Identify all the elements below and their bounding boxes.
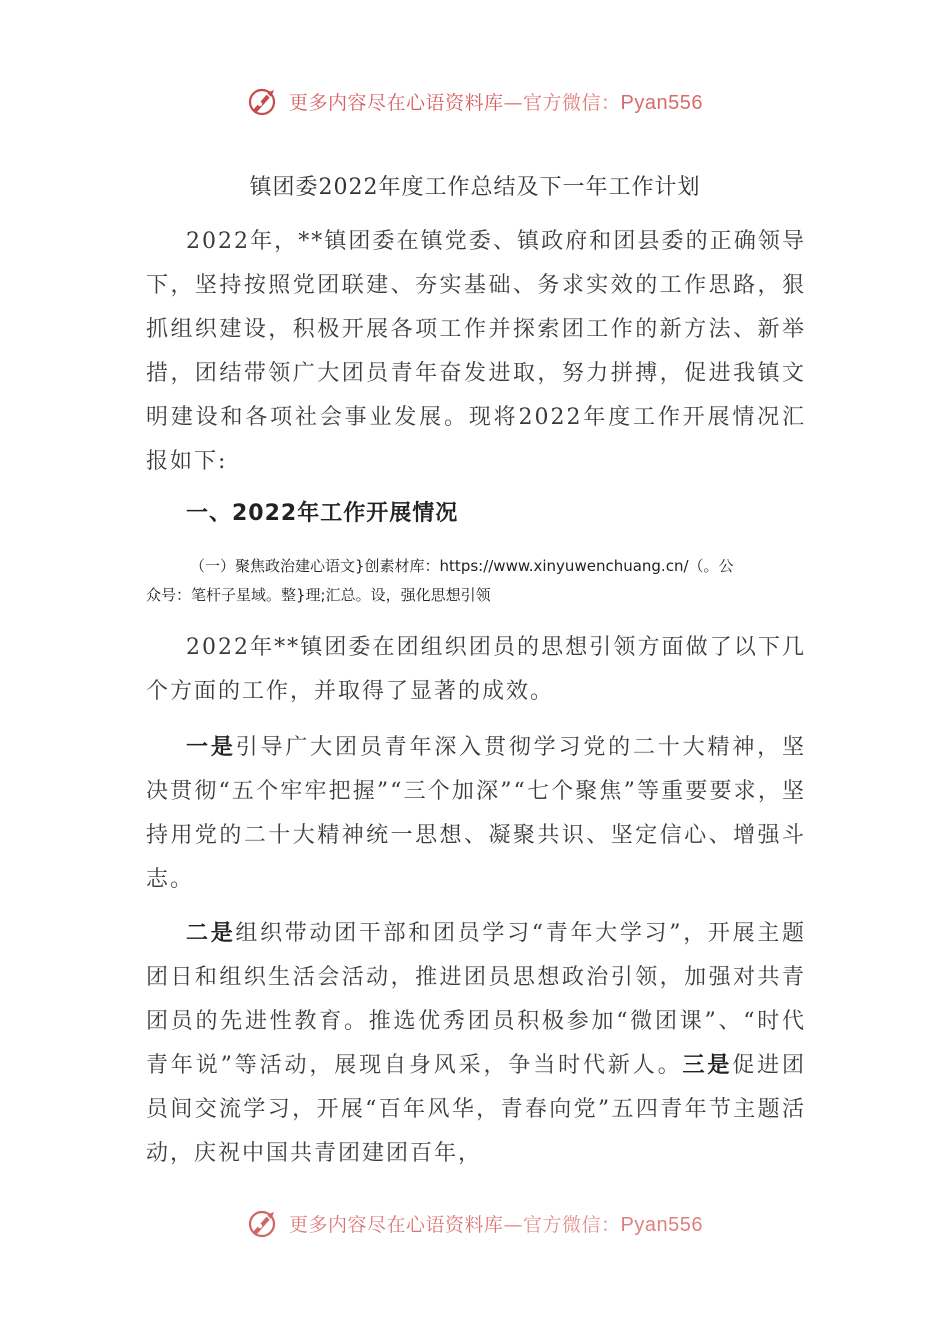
watermark-wechat-id: Pyan556 [620, 1213, 703, 1236]
point-two-paragraph [146, 912, 806, 1176]
watermark-wechat-label: 官方微信： [523, 91, 621, 114]
watermark-wechat-id: Pyan556 [620, 91, 703, 114]
watermark-separator: — [503, 1213, 524, 1236]
intro2-paragraph: 2022年**镇团委在团组织团员的思想引领方面做了以下几个方面的工作，并取得了显著的成效。 [146, 635, 806, 704]
point-two-text: 组织带动团干部和团员学习“青年大学习”，开展主题团日和组织生活会活动，推进团员思想政治引领，加强对共青团员的先进性教育。推选优秀团员积极参加“微团课”、“时代青年说”等活动，展现自身风采，争当时代新人。 [146, 921, 806, 1078]
pen-nib-logo-icon [247, 1206, 281, 1240]
watermark-main: 更多内容尽在心语资料库 [289, 1213, 504, 1236]
subsection-line-1: （一）聚焦政治建心语文}创素材库：https://www.xinyuwenchuang.cn/（。公 [190, 557, 734, 575]
watermark-text [289, 1210, 703, 1237]
subsection-line-2: 众号：笔杆子星域。整}理;汇总。设，强化思想引领 [146, 586, 491, 604]
point-two-lead: 二是 [186, 921, 236, 946]
document-title: 镇团委2022年度工作总结及下一年工作计划 [249, 175, 701, 200]
intro-paragraph: 2022年，**镇团委在镇党委、镇政府和团县委的正确领导下，坚持按照党团联建、夯实基础、务求实效的工作思路，狠抓组织建设，积极开展各项工作并探索团工作的新方法、新举措，团结带领广大团员青年奋发进取，努力拼搏，促进我镇文明建设和各项社会事业发展。现将2022年度工作开展情况汇报如下: [146, 229, 806, 474]
footer-watermark [0, 1206, 950, 1240]
point-one-lead: 一是 [186, 735, 236, 760]
subsection-heading [146, 552, 806, 610]
header-watermark [0, 84, 950, 118]
section-heading: 一、2022年工作开展情况 [186, 501, 459, 526]
point-three-text: 促进团员间交流学习，开展“百年风华，青春向党”五四青年节主题活动，庆祝中国共青团建团百年， [146, 1053, 806, 1166]
point-one-paragraph [146, 726, 806, 902]
pen-nib-logo-icon [247, 84, 281, 118]
watermark-separator: — [503, 91, 524, 114]
point-one-text: 引导广大团员青年深入贯彻学习党的二十大精神，坚决贯彻“五个牢牢把握”“三个加深”“七个聚焦”等重要要求，坚持用党的二十大精神统一思想、凝聚共识、坚定信心、增强斗志。 [146, 735, 806, 892]
watermark-main: 更多内容尽在心语资料库 [289, 91, 504, 114]
point-three-lead: 三是 [682, 1053, 733, 1078]
watermark-text [289, 88, 703, 115]
watermark-wechat-label: 官方微信： [523, 1213, 621, 1236]
